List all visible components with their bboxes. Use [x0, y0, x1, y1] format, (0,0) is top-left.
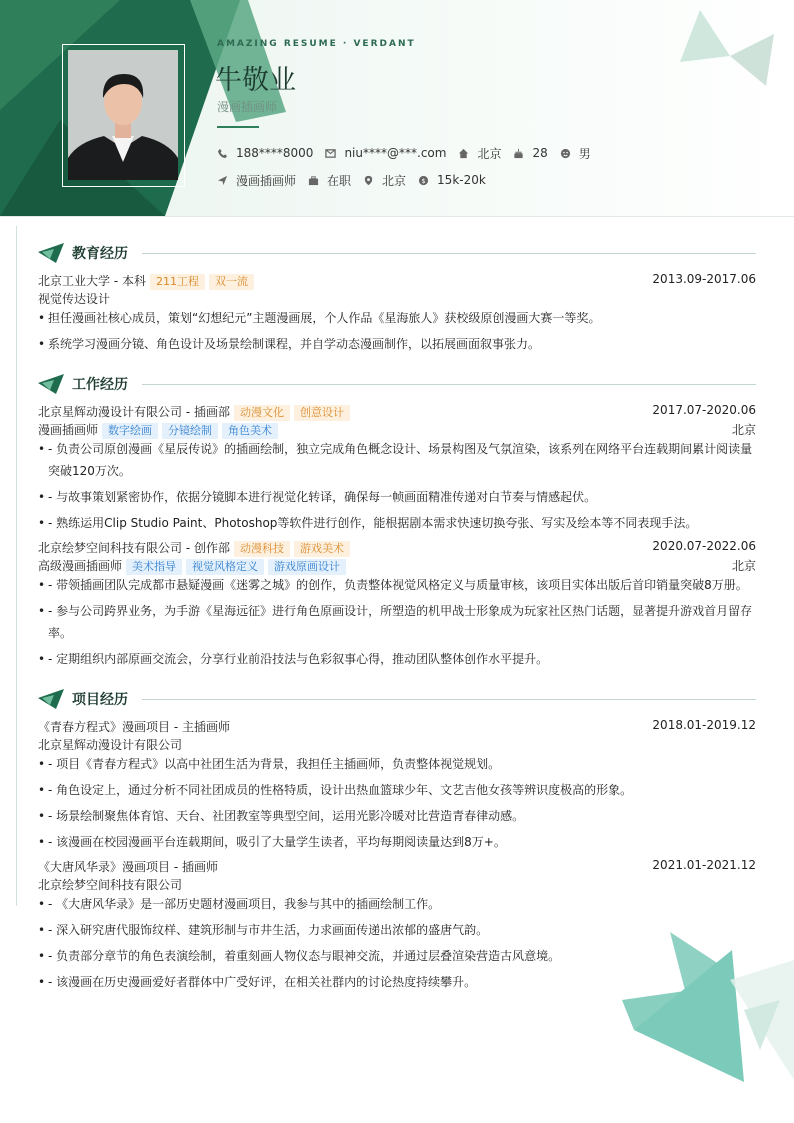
project-org	[38, 876, 756, 893]
job-position-row	[38, 421, 756, 439]
company-name: 北京绘梦空间科技有限公司 - 创作部	[38, 541, 230, 555]
section-divider	[142, 253, 756, 254]
section-work	[38, 372, 756, 396]
salary-value: 15k-20k	[437, 173, 486, 187]
project-org-name: 北京星辉动漫设计有限公司	[38, 738, 183, 752]
education-period: 2013.09-2017.06	[652, 272, 756, 286]
user-face-icon	[560, 148, 571, 159]
job-location: 北京	[731, 423, 756, 437]
job-intent-value: 漫画插画师	[236, 173, 297, 188]
intent-row	[217, 172, 498, 188]
school-tag: 211工程	[150, 274, 205, 290]
resume-tagline: AMAZING RESUME · VERDANT	[217, 39, 416, 49]
project-title-row	[38, 718, 756, 735]
section-education	[38, 241, 756, 265]
section-flag-icon	[38, 374, 64, 394]
resume-header	[0, 0, 794, 217]
company-tag: 游戏美术	[294, 541, 350, 557]
education-major	[38, 290, 756, 307]
email-value: niu****@***.com	[344, 146, 447, 160]
status-item	[308, 172, 351, 189]
section-projects	[38, 687, 756, 711]
city-item	[458, 145, 501, 162]
school-name: 北京工业大学 - 本科	[38, 274, 146, 288]
company-tag: 动漫文化	[234, 405, 290, 421]
job-company-row	[38, 539, 756, 557]
city-value: 北京	[477, 146, 502, 161]
section-title: 项目经历	[72, 692, 128, 708]
home-icon	[458, 148, 469, 159]
phone-item	[217, 146, 313, 160]
contact-row	[217, 145, 603, 161]
phone-icon	[217, 148, 228, 159]
cake-icon	[513, 148, 524, 159]
job-location: 北京	[731, 559, 756, 573]
age-value: 28	[532, 146, 548, 160]
location-pin-icon	[363, 175, 374, 186]
section-flag-icon	[38, 689, 64, 709]
left-accent-line	[16, 226, 17, 906]
briefcase-icon	[308, 175, 319, 186]
status-value: 在职	[327, 173, 352, 188]
location-value: 北京	[382, 173, 407, 188]
project-title-row	[38, 858, 756, 875]
education-school-row	[38, 272, 756, 290]
project-period: 2018.01-2019.12	[652, 718, 756, 732]
age-item	[513, 146, 547, 160]
skill-tag: 角色美术	[222, 423, 278, 439]
job-position-row	[38, 557, 756, 575]
job-period: 2017.07-2020.06	[652, 403, 756, 417]
job-intent-item	[217, 172, 296, 189]
money-icon	[418, 175, 429, 186]
job-company-row	[38, 403, 756, 421]
section-divider	[142, 699, 756, 700]
candidate-role: 漫画插画师	[217, 100, 278, 114]
footer-decoration	[610, 920, 794, 1090]
section-divider	[142, 384, 756, 385]
title-underline	[217, 126, 259, 128]
mail-icon	[325, 148, 336, 159]
candidate-name: 牛敬业	[215, 65, 296, 96]
section-title: 工作经历	[72, 377, 128, 393]
project-org	[38, 736, 756, 753]
skill-tag: 美术指导	[126, 559, 182, 575]
major-name: 视觉传达设计	[38, 292, 111, 306]
project-name: 《大唐风华录》漫画项目 - 插画师	[38, 860, 218, 874]
company-tag: 创意设计	[294, 405, 350, 421]
project-period: 2021.01-2021.12	[652, 858, 756, 872]
company-tag: 动漫科技	[234, 541, 290, 557]
gender-value: 男	[578, 146, 591, 161]
project-name: 《青春方程式》漫画项目 - 主插画师	[38, 720, 230, 734]
job-position: 高级漫画插画师	[38, 559, 123, 573]
phone-value: 188****8000	[236, 146, 314, 160]
section-flag-icon	[38, 243, 64, 263]
job-period: 2020.07-2022.06	[652, 539, 756, 553]
project-org-name: 北京绘梦空间科技有限公司	[38, 878, 183, 892]
section-title: 教育经历	[72, 246, 128, 262]
skill-tag: 游戏原画设计	[268, 559, 346, 575]
location-item	[363, 172, 406, 189]
salary-item	[418, 173, 486, 187]
gender-item	[560, 145, 591, 162]
school-tag: 双一流	[209, 274, 254, 290]
svg-text:$: $	[421, 176, 426, 185]
profile-photo	[68, 50, 178, 180]
skill-tag: 视觉风格定义	[186, 559, 264, 575]
send-icon	[217, 175, 228, 186]
skill-tag: 数字绘画	[102, 423, 158, 439]
email-item	[325, 146, 446, 160]
company-name: 北京星辉动漫设计有限公司 - 插画部	[38, 405, 230, 419]
skill-tag: 分镜绘制	[162, 423, 218, 439]
job-position: 漫画插画师	[38, 423, 99, 437]
